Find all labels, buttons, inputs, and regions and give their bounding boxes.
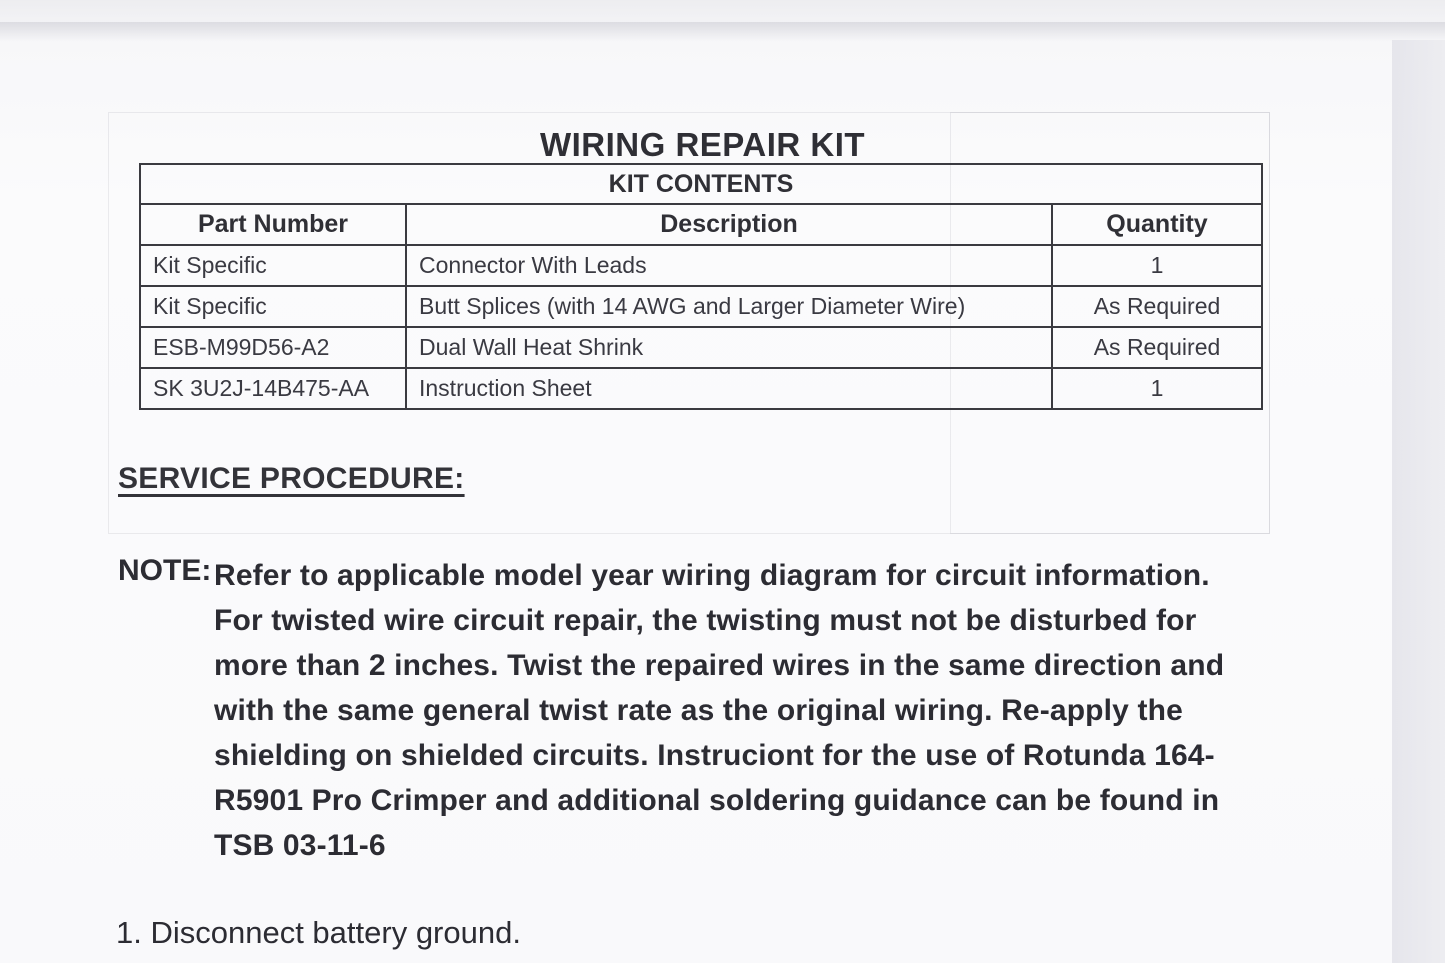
quantity-cell: As Required [1052, 286, 1262, 327]
note-line: R5901 Pro Crimper and additional soldering guidance can be found in [214, 784, 1220, 817]
part-number-cell: ESB-M99D56-A2 [140, 327, 406, 368]
column-header-part-number: Part Number [140, 204, 406, 245]
quantity-cell: As Required [1052, 327, 1262, 368]
table-row [140, 245, 1262, 286]
service-procedure-heading: SERVICE PROCEDURE: [118, 462, 465, 495]
column-header-description: Description [406, 204, 1052, 245]
table-row [140, 368, 1262, 409]
description-cell: Dual Wall Heat Shrink [406, 327, 1052, 368]
part-number-cell: Kit Specific [140, 286, 406, 327]
note-line: TSB 03-11-6 [214, 829, 386, 862]
table-caption: KIT CONTENTS [140, 164, 1262, 204]
description-cell: Butt Splices (with 14 AWG and Larger Diameter Wire) [406, 286, 1052, 327]
quantity-cell: 1 [1052, 368, 1262, 409]
note-line: shielding on shielded circuits. Instruciont for the use of Rotunda 164- [214, 739, 1215, 772]
part-number-cell: Kit Specific [140, 245, 406, 286]
note-line: Refer to applicable model year wiring diagram for circuit information. [214, 559, 1210, 592]
quantity-cell: 1 [1052, 245, 1262, 286]
note-line: with the same general twist rate as the original wiring. Re-apply the [214, 694, 1183, 727]
table-caption-row [140, 164, 1262, 204]
description-cell: Instruction Sheet [406, 368, 1052, 409]
description-cell: Connector With Leads [406, 245, 1052, 286]
note-body [214, 553, 1294, 868]
procedure-step: 1. Disconnect battery ground. [116, 915, 521, 950]
note-line: more than 2 inches. Twist the repaired wires in the same direction and [214, 649, 1225, 682]
column-header-quantity: Quantity [1052, 204, 1262, 245]
part-number-cell: SK 3U2J-14B475-AA [140, 368, 406, 409]
table-row [140, 327, 1262, 368]
table-row [140, 286, 1262, 327]
document-title: WIRING REPAIR KIT [539, 126, 866, 164]
table-header-row [140, 204, 1262, 245]
kit-contents-table [139, 163, 1263, 410]
note-line: For twisted wire circuit repair, the twisting must not be disturbed for [214, 604, 1197, 637]
sheet-edge-shadow [0, 22, 1445, 42]
underlying-sheet-edge [1392, 40, 1445, 963]
note-label: NOTE: [118, 554, 212, 587]
